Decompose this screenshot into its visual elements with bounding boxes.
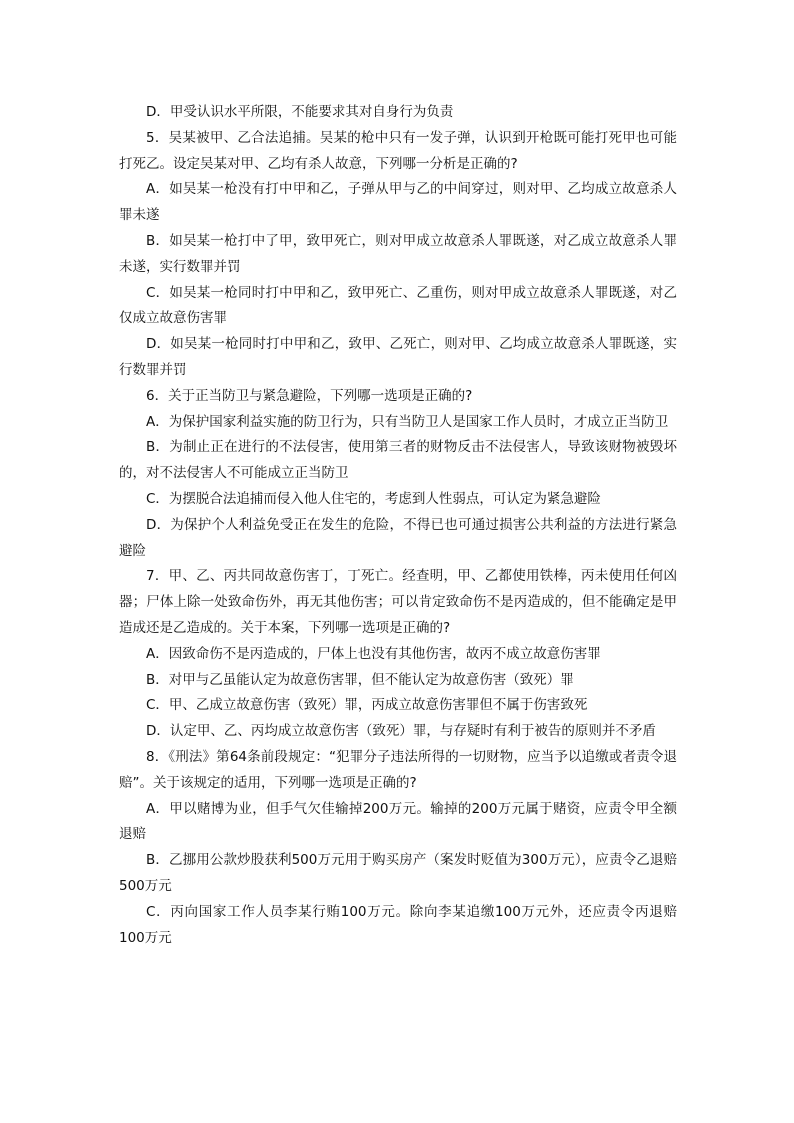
option-8c: C．丙向国家工作人员李某行贿100万元。除向李某追缴100万元外，还应责令丙退赔100万元 — [119, 903, 677, 946]
option-5b: B．如吴某一枪打中了甲，致甲死亡，则对甲成立故意杀人罪既遂，对乙成立故意杀人罪未遂，实行数罪并罚 — [119, 232, 677, 275]
question-6: 6．关于正当防卫与紧急避险，下列哪一选项是正确的? — [146, 387, 473, 404]
option-6b: B．为制止正在进行的不法侵害，使用第三者的财物反击不法侵害人，导致该财物被毁坏的，对不法侵害人不可能成立正当防卫 — [119, 439, 677, 482]
option-6d: D．为保护个人利益免受正在发生的危险，不得已也可通过损害公共利益的方法进行紧急避险 — [119, 516, 677, 559]
option-7b: B．对甲与乙虽能认定为故意伤害罪，但不能认定为故意伤害（致死）罪 — [146, 671, 574, 688]
option-5d: D．如吴某一枪同时打中甲和乙，致甲、乙死亡，则对甲、乙均成立故意杀人罪既遂，实行数罪并罚 — [119, 336, 677, 378]
option-5c: C．如吴某一枪同时打中甲和乙，致甲死亡、乙重伤，则对甲成立故意杀人罪既遂，对乙仅成立故意伤害罪 — [119, 284, 677, 327]
document-body — [119, 100, 677, 951]
option-7d: D．认定甲、乙、丙均成立故意伤害（致死）罪，与存疑时有利于被告的原则并不矛盾 — [146, 723, 656, 740]
question-7: 7．甲、乙、丙共同故意伤害丁，丁死亡。经查明，甲、乙都使用铁棒，丙未使用任何凶器；尸体上除一处致命伤外，再无其他伤害；可以肯定致命伤不是丙造成的，但不能确定是甲造成还是乙造成的。关于本案，下列哪一选项是正确的? — [119, 568, 677, 636]
option-7a: A．因致命伤不是丙造成的，尸体上也没有其他伤害，故丙不成立故意伤害罪 — [146, 645, 601, 662]
option-4d: D．甲受认识水平所限，不能要求其对自身行为负责 — [146, 104, 454, 120]
option-8a: A．甲以赌博为业，但手气欠佳输掉200万元。输掉的200万元属于赌资，应责令甲全额退赔 — [119, 800, 677, 843]
option-8b: B．乙挪用公款炒股获利500万元用于购买房产（案发时贬值为300万元），应责令乙退赔500万元 — [119, 852, 677, 894]
question-5: 5．吴某被甲、乙合法追捕。吴某的枪中只有一发子弹，认识到开枪既可能打死甲也可能打死乙。设定吴某对甲、乙均有杀人故意，下列哪一分析是正确的? — [119, 129, 677, 172]
question-8: 8．《刑法》第64条前段规定：“犯罪分子违法所得的一切财物，应当予以追缴或者责令退赔”。关于该规定的适用，下列哪一选项是正确的? — [119, 748, 677, 791]
option-5a: A．如吴某一枪没有打中甲和乙，子弹从甲与乙的中间穿过，则对甲、乙均成立故意杀人罪未遂 — [119, 181, 677, 224]
option-6a: A．为保护国家利益实施的防卫行为，只有当防卫人是国家工作人员时，才成立正当防卫 — [146, 413, 669, 430]
option-7c: C．甲、乙成立故意伤害（致死）罪，丙成立故意伤害罪但不属于伤害致死 — [146, 697, 588, 714]
option-6c: C．为摆脱合法追捕而侵入他人住宅的，考虑到人性弱点，可认定为紧急避险 — [146, 490, 601, 507]
